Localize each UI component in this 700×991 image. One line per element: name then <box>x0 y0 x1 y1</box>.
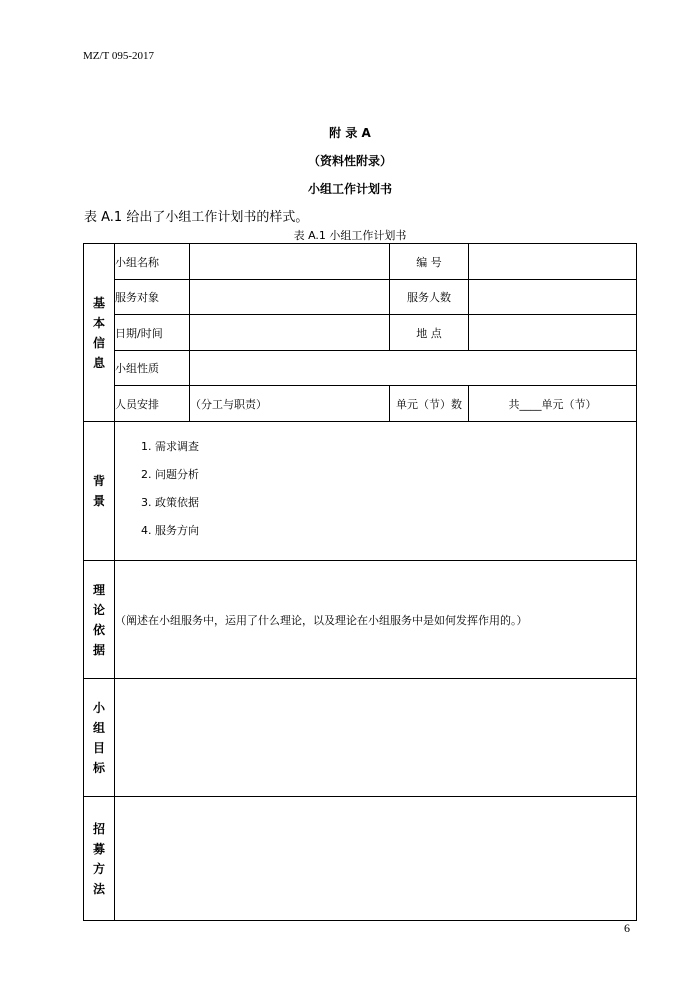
background-item-direction: 4. 服务方向 <box>141 523 199 537</box>
group-nature-label: 小组性质 <box>115 351 190 386</box>
service-count-cell[interactable] <box>469 280 637 315</box>
section-recruitment: 招 募 方 法 <box>84 797 115 921</box>
number-cell[interactable] <box>469 244 637 280</box>
background-item-problem: 2. 问题分析 <box>141 467 199 481</box>
page-number: 6 <box>624 921 630 935</box>
number-label: 编 号 <box>390 244 469 280</box>
row-group-nature <box>84 351 637 386</box>
group-name-label: 小组名称 <box>115 244 190 280</box>
background-list <box>115 433 636 550</box>
section-basic-info: 基 本 信 息 <box>84 244 115 422</box>
row-background <box>84 422 637 561</box>
units-label: 单元（节）数 <box>390 386 469 422</box>
row-recruitment <box>84 797 637 921</box>
row-group-name <box>84 244 637 280</box>
group-name-cell[interactable] <box>190 244 390 280</box>
appendix-title: 附 录 A <box>329 126 371 140</box>
appendix-heading: 小组工作计划书 <box>307 182 392 196</box>
row-staffing <box>84 386 637 422</box>
group-work-plan-table <box>83 243 637 921</box>
location-cell[interactable] <box>469 315 637 351</box>
group-nature-cell[interactable] <box>190 351 637 386</box>
row-service-target <box>84 280 637 315</box>
location-label: 地 点 <box>390 315 469 351</box>
theory-note: （阐述在小组服务中，运用了什么理论，以及理论在小组服务中是如何发挥作用的。） <box>115 613 528 627</box>
service-target-label: 服务对象 <box>115 280 190 315</box>
section-background: 背 景 <box>84 422 115 561</box>
section-theory: 理 论 依 据 <box>84 561 115 679</box>
background-cell[interactable] <box>115 422 637 561</box>
units-value[interactable]: 共____单元（节） <box>469 386 637 422</box>
goals-cell[interactable] <box>115 679 637 797</box>
row-theory <box>84 561 637 679</box>
standard-code: MZ/T 095-2017 <box>83 50 154 62</box>
service-count-label: 服务人数 <box>390 280 469 315</box>
row-goals <box>84 679 637 797</box>
datetime-label: 日期/时间 <box>115 315 190 351</box>
datetime-cell[interactable] <box>190 315 390 351</box>
table-caption: 表 A.1 小组工作计划书 <box>293 229 407 242</box>
background-item-needs: 1. 需求调查 <box>141 439 199 453</box>
staffing-label: 人员安排 <box>115 386 190 422</box>
theory-cell[interactable] <box>115 561 637 679</box>
row-datetime <box>84 315 637 351</box>
appendix-subtitle: （资料性附录） <box>307 154 392 168</box>
section-goals: 小 组 目 标 <box>84 679 115 797</box>
staffing-note[interactable]: （分工与职责） <box>190 386 390 422</box>
intro-text: 表 A.1 给出了小组工作计划书的样式。 <box>84 210 309 225</box>
service-target-cell[interactable] <box>190 280 390 315</box>
recruitment-cell[interactable] <box>115 797 637 921</box>
background-item-policy: 3. 政策依据 <box>141 495 199 509</box>
